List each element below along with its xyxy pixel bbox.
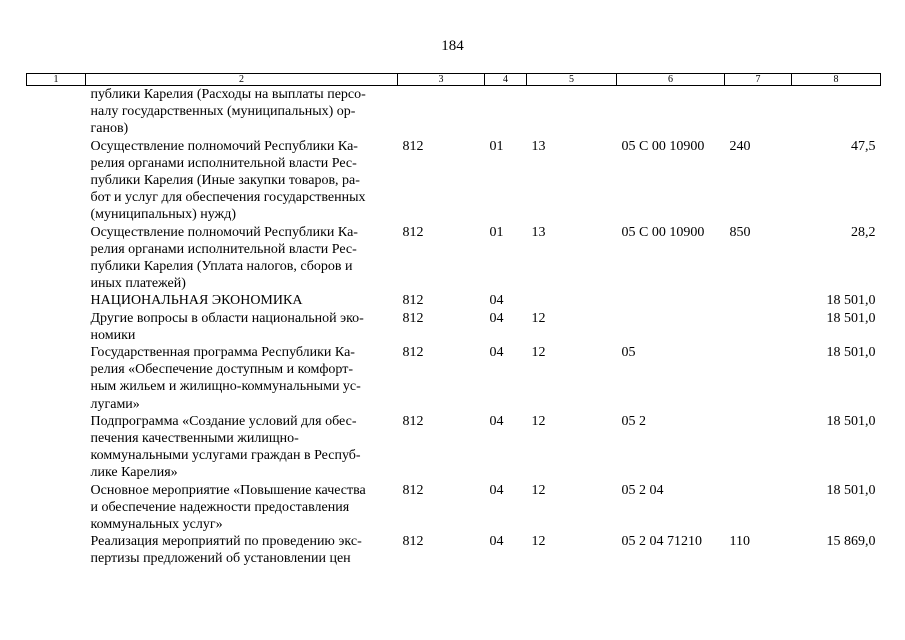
section-code-cell: 04 bbox=[489, 413, 504, 429]
item-name-line: и обеспечение надежности предоставления bbox=[90, 499, 350, 515]
expense-type-cell bbox=[725, 413, 792, 482]
item-name-line: релия «Обеспечение доступным и комфорт- bbox=[90, 362, 353, 378]
target-article-cell: 05 2 bbox=[621, 413, 646, 429]
item-name-line: лугами» bbox=[90, 396, 140, 412]
column-number-header-row bbox=[27, 74, 881, 86]
table-row bbox=[27, 482, 881, 534]
amount-cell: 47,5 bbox=[851, 138, 876, 154]
column-number-2: 2 bbox=[86, 74, 398, 86]
row-number-cell bbox=[27, 292, 86, 309]
item-name-cell bbox=[86, 86, 398, 138]
row-number-cell bbox=[27, 344, 86, 413]
amount-cell bbox=[792, 86, 881, 138]
section-code-cell: 04 bbox=[489, 310, 504, 326]
item-name-line: коммунальными услугами граждан в Респуб- bbox=[90, 448, 361, 464]
ministry-code-cell: 812 bbox=[402, 534, 424, 550]
subsection-code-cell: 12 bbox=[531, 345, 546, 361]
item-name-line: Основное мероприятие «Повышение качества bbox=[90, 482, 366, 498]
item-name-cell bbox=[86, 138, 398, 224]
item-name-line: иных платежей) bbox=[90, 276, 186, 292]
amount-cell: 18 501,0 bbox=[826, 413, 876, 429]
item-name-line: публики Карелия (Уплата налогов, сборов и bbox=[90, 259, 353, 275]
subsection-code-cell: 12 bbox=[531, 482, 546, 498]
item-name-line: Другие вопросы в области национальной эко- bbox=[90, 310, 364, 326]
column-number-5: 5 bbox=[527, 74, 617, 86]
item-name-line: номики bbox=[90, 327, 136, 343]
table-row bbox=[27, 413, 881, 482]
item-name-line: Подпрограмма «Создание условий для обес- bbox=[90, 413, 357, 429]
item-name-line: ным жильем и жилищно-коммунальными ус- bbox=[90, 379, 361, 395]
row-number-cell bbox=[27, 310, 86, 344]
ministry-code-cell: 812 bbox=[402, 293, 424, 309]
section-code-cell: 04 bbox=[489, 482, 504, 498]
column-number-1: 1 bbox=[27, 74, 86, 86]
target-article-cell: 05 2 04 71210 bbox=[621, 534, 702, 550]
item-name-line: Реализация мероприятий по проведению экс- bbox=[90, 534, 362, 550]
item-name-line: пертизы предложений об установлении цен bbox=[90, 551, 351, 567]
subsection-code-cell bbox=[527, 292, 617, 309]
row-number-cell bbox=[27, 413, 86, 482]
target-article-cell bbox=[617, 310, 725, 344]
target-article-cell: 05 С 00 10900 bbox=[621, 224, 705, 240]
table-row bbox=[27, 138, 881, 224]
table-row bbox=[27, 292, 881, 309]
section-code-cell: 04 bbox=[489, 534, 504, 550]
column-number-4: 4 bbox=[485, 74, 527, 86]
item-name-line: публики Карелия (Расходы на выплаты персо- bbox=[90, 87, 366, 102]
page-number: 184 bbox=[441, 38, 464, 54]
item-name-cell bbox=[86, 224, 398, 293]
item-name-line: лике Карелия» bbox=[90, 465, 178, 481]
item-name-line: Осуществление полномочий Республики Ка- bbox=[90, 224, 358, 240]
subsection-code-cell: 12 bbox=[531, 310, 546, 326]
row-number-cell bbox=[27, 482, 86, 534]
item-name-cell bbox=[86, 310, 398, 344]
item-name-line: ганов) bbox=[90, 121, 129, 137]
table-row bbox=[27, 533, 881, 567]
item-name-line: НАЦИОНАЛЬНАЯ ЭКОНОМИКА bbox=[90, 293, 303, 309]
expense-type-cell: 850 bbox=[729, 224, 751, 240]
ministry-code-cell: 812 bbox=[402, 413, 424, 429]
expense-type-cell: 240 bbox=[729, 138, 751, 154]
item-name-cell bbox=[86, 344, 398, 413]
target-article-cell: 05 2 04 bbox=[621, 482, 664, 498]
amount-cell: 28,2 bbox=[851, 224, 876, 240]
column-number-3: 3 bbox=[398, 74, 485, 86]
item-name-cell bbox=[86, 413, 398, 482]
table-row bbox=[27, 344, 881, 413]
table-body bbox=[27, 86, 881, 568]
target-article-cell: 05 bbox=[621, 345, 636, 361]
expense-type-cell bbox=[725, 310, 792, 344]
expense-type-cell: 110 bbox=[729, 534, 750, 550]
item-name-cell bbox=[86, 482, 398, 534]
section-code-cell: 01 bbox=[489, 138, 504, 154]
budget-table bbox=[26, 73, 881, 568]
table-row bbox=[27, 86, 881, 138]
ministry-code-cell: 812 bbox=[402, 482, 424, 498]
expense-type-cell bbox=[725, 86, 792, 138]
item-name-line: налу государственных (муниципальных) ор- bbox=[90, 104, 356, 120]
section-code-cell: 04 bbox=[489, 345, 504, 361]
ministry-code-cell: 812 bbox=[402, 345, 424, 361]
row-number-cell bbox=[27, 86, 86, 138]
target-article-cell: 05 С 00 10900 bbox=[621, 138, 705, 154]
row-number-cell bbox=[27, 533, 86, 567]
item-name-cell bbox=[86, 533, 398, 567]
section-code-cell: 04 bbox=[489, 293, 504, 309]
ministry-code-cell bbox=[398, 86, 485, 138]
amount-cell: 18 501,0 bbox=[826, 293, 876, 309]
amount-cell: 18 501,0 bbox=[826, 345, 876, 361]
ministry-code-cell: 812 bbox=[402, 138, 424, 154]
amount-cell: 18 501,0 bbox=[826, 310, 876, 326]
item-name-line: (муниципальных) нужд) bbox=[90, 207, 237, 223]
subsection-code-cell: 13 bbox=[531, 138, 546, 154]
column-number-8: 8 bbox=[792, 74, 881, 86]
item-name-line: печения качественными жилищно- bbox=[90, 431, 299, 447]
item-name-cell bbox=[86, 292, 398, 309]
column-number-6: 6 bbox=[617, 74, 725, 86]
target-article-cell bbox=[617, 86, 725, 138]
expense-type-cell bbox=[725, 482, 792, 534]
item-name-line: коммунальных услуг» bbox=[90, 517, 223, 533]
column-number-7: 7 bbox=[725, 74, 792, 86]
expense-type-cell bbox=[725, 292, 792, 309]
ministry-code-cell: 812 bbox=[402, 224, 424, 240]
item-name-line: бот и услуг для обеспечения государственных bbox=[90, 190, 366, 206]
item-name-line: релия органами исполнительной власти Рес- bbox=[90, 155, 357, 171]
subsection-code-cell bbox=[527, 86, 617, 138]
item-name-line: Осуществление полномочий Республики Ка- bbox=[90, 138, 358, 154]
subsection-code-cell: 12 bbox=[531, 413, 546, 429]
expense-type-cell bbox=[725, 344, 792, 413]
amount-cell: 18 501,0 bbox=[826, 482, 876, 498]
item-name-line: релия органами исполнительной власти Рес- bbox=[90, 241, 357, 257]
table-row bbox=[27, 224, 881, 293]
target-article-cell bbox=[617, 292, 725, 309]
table-row bbox=[27, 310, 881, 344]
amount-cell: 15 869,0 bbox=[826, 534, 876, 550]
item-name-line: Государственная программа Республики Ка- bbox=[90, 345, 355, 361]
section-code-cell: 01 bbox=[489, 224, 504, 240]
row-number-cell bbox=[27, 224, 86, 293]
row-number-cell bbox=[27, 138, 86, 224]
subsection-code-cell: 13 bbox=[531, 224, 546, 240]
section-code-cell bbox=[485, 86, 527, 138]
subsection-code-cell: 12 bbox=[531, 534, 546, 550]
ministry-code-cell: 812 bbox=[402, 310, 424, 326]
item-name-line: публики Карелия (Иные закупки товаров, ра- bbox=[90, 173, 360, 189]
